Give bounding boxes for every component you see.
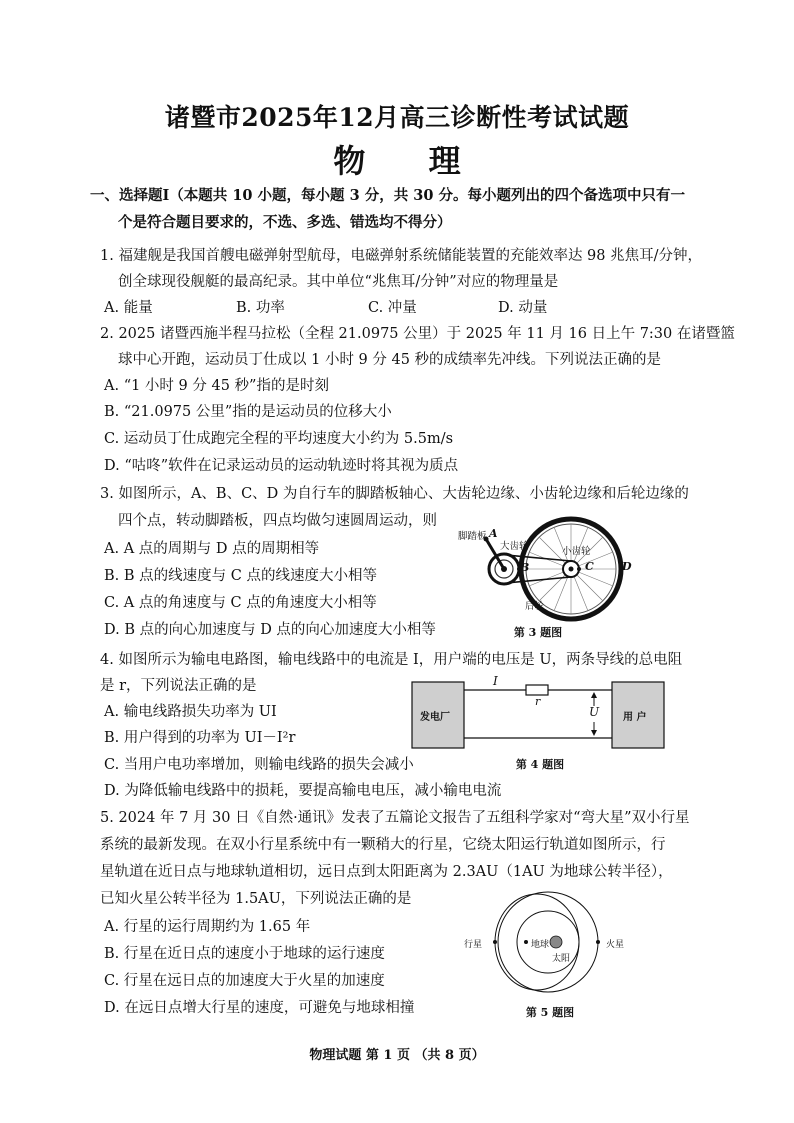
subject-title: 物 理 xyxy=(333,142,487,180)
q5-option-d: D. 在远日点增大行星的速度，可避免与地球相撞 xyxy=(104,1000,415,1016)
planet-label: 行星 xyxy=(464,940,483,950)
mars-label: 火星 xyxy=(606,940,625,950)
q3-option-a: A. A 点的周期与 D 点的周期相等 xyxy=(104,541,320,557)
pedal-label: 脚踏板 xyxy=(458,531,487,542)
earth xyxy=(524,940,528,944)
q1-option-c: C. 冲量 xyxy=(368,300,417,316)
user-label: 用 户 xyxy=(623,712,647,723)
q3-option-c: C. A 点的角速度与 C 点的角速度大小相等 xyxy=(104,595,377,611)
figure-4-caption: 第 4 题图 xyxy=(515,758,565,771)
current-i-label: I xyxy=(493,674,498,688)
q5-stem-line2: 系统的最新发现。在双小行星系统中有一颗稍大的行星，它绕太阳运行轨道如图所示，行 xyxy=(100,837,666,853)
section-header-line2: 个是符合题目要求的，不选、多选、错选均不得分） xyxy=(118,214,452,231)
q3-option-b: B. B 点的线速度与 C 点的线速度大小相等 xyxy=(104,568,377,584)
q5-stem-line3: 星轨道在近日点与地球轨道相切，远日点到太阳距离为 2.3AU（1AU 为地球公转半径）， xyxy=(100,864,673,880)
sun xyxy=(550,936,562,948)
q4-option-b: B. 用户得到的功率为 UI－I²r xyxy=(104,730,296,746)
figure-5-caption: 第 5 题图 xyxy=(525,1006,575,1019)
q2-option-c: C. 运动员丁仕成跑完全程的平均速度大小约为 5.5m/s xyxy=(104,431,454,447)
q4-option-c: C. 当用户电功率增加，则输电线路的损失会减小 xyxy=(104,757,414,773)
mars xyxy=(596,940,600,944)
resistor-r xyxy=(526,685,548,695)
q5-option-b: B. 行星在近日点的速度小于地球的运行速度 xyxy=(104,946,385,962)
q4-option-d: D. 为降低输电线路中的损耗，要提高输电电压，减小输电电流 xyxy=(104,783,502,799)
sun-label: 太阳 xyxy=(552,954,571,964)
power-plant-label: 发电厂 xyxy=(420,712,450,723)
q1-option-d: D. 动量 xyxy=(498,300,548,316)
exam-title: 诸暨市2025年12月高三诊断性考试试题 xyxy=(164,103,630,132)
q2-stem-line2: 球中心开跑，运动员丁仕成以 1 小时 9 分 45 秒的成绩率先冲线。下列说法正确的是 xyxy=(118,352,662,368)
q4-stem-line2: 是 r，下列说法正确的是 xyxy=(100,678,257,694)
q2-stem-line1: 2. 2025 诸暨西施半程马拉松（全程 21.0975 公里）于 2025 年 11 月 16 日上午 7:30 在诸暨篮 xyxy=(100,326,735,342)
earth-label: 地球 xyxy=(531,940,550,950)
resistance-r-label: r xyxy=(535,695,541,708)
q5-option-c: C. 行星在远日点的加速度大于火星的加速度 xyxy=(104,973,385,989)
q1-stem-line1: 1. 福建舰是我国首艘电磁弹射型航母，电磁弹射系统储能装置的充能效率达 98 兆焦耳/分钟， xyxy=(100,248,702,264)
point-c-label: C xyxy=(585,560,594,573)
point-d-label: D xyxy=(622,560,632,573)
q1-option-b: B. 功率 xyxy=(236,300,285,316)
big-gear-label: 大齿轮 xyxy=(500,541,529,552)
figure-3-caption: 第 3 题图 xyxy=(513,626,563,639)
voltage-u-label: U xyxy=(589,705,600,719)
small-gear-label: 小齿轮 xyxy=(562,546,591,557)
q4-stem-line1: 4. 如图所示为输电电路图，输电线路中的电流是 I，用户端的电压是 U，两条导线的总电阻 xyxy=(100,652,683,668)
q5-option-a: A. 行星的运行周期约为 1.65 年 xyxy=(104,919,311,935)
q3-stem-line2: 四个点，转动脚踏板，四点均做匀速圆周运动，则 xyxy=(118,513,437,529)
q1-option-a: A. 能量 xyxy=(104,300,153,316)
point-b-label: B xyxy=(520,561,530,574)
q5-stem-line4: 已知火星公转半径为 1.5AU，下列说法正确的是 xyxy=(100,891,412,907)
rear-wheel-label: 后轮 xyxy=(525,601,545,612)
page-footer: 物理试题 第 1 页 （共 8 页） xyxy=(309,1048,485,1063)
q2-option-b: B. “21.0975 公里”指的是运动员的位移大小 xyxy=(104,404,392,420)
q5-stem-line1: 5. 2024 年 7 月 30 日《自然·通讯》发表了五篇论文报告了五组科学家对“弯大星”双小行星 xyxy=(100,810,690,826)
q3-option-d: D. B 点的向心加速度与 D 点的向心加速度大小相等 xyxy=(104,622,436,638)
q2-option-a: A. “1 小时 9 分 45 秒”指的是时刻 xyxy=(104,378,329,394)
q1-stem-line2: 创全球现役舰艇的最高纪录。其中单位“兆焦耳/分钟”对应的物理量是 xyxy=(118,274,559,290)
section-header-line1: 一、选择题Ⅰ（本题共 10 小题，每小题 3 分，共 30 分。每小题列出的四个备选项中只有一 xyxy=(90,187,686,204)
point-a-label: A xyxy=(489,527,498,540)
q4-option-a: A. 输电线路损失功率为 UI xyxy=(104,704,277,720)
q2-option-d: D. “咕咚”软件在记录运动员的运动轨迹时将其视为质点 xyxy=(104,458,459,474)
q3-stem-line1: 3. 如图所示，A、B、C、D 为自行车的脚踏板轴心、大齿轮边缘、小齿轮边缘和后轮边缘的 xyxy=(100,486,689,502)
planet xyxy=(493,940,497,944)
